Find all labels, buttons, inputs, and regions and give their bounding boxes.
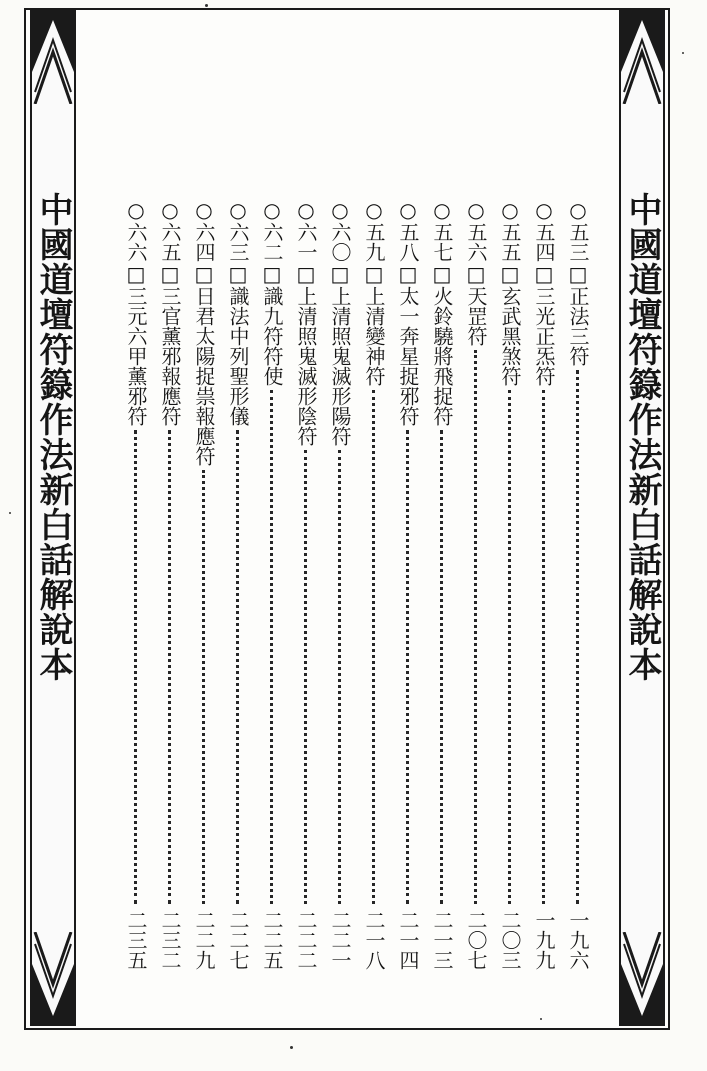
- toc-entry-title: ○五三□正法三符: [566, 198, 590, 366]
- toc-entry-title: ○六四□日君太陽捉祟報應符: [192, 198, 216, 466]
- toc-entry-title: ○六二□識九符符使: [260, 198, 284, 386]
- toc-entry[interactable]: [326, 198, 354, 970]
- strip-bottom-ornament: [32, 932, 74, 1024]
- toc-entry[interactable]: [156, 198, 184, 970]
- toc-entry-page: 二三五: [124, 910, 148, 970]
- toc-entry[interactable]: [122, 198, 150, 970]
- toc-dot-leader: [338, 450, 341, 904]
- toc-entry-page: 二二九: [192, 910, 216, 970]
- scan-speck: [9, 512, 11, 514]
- toc-entry[interactable]: [394, 198, 422, 970]
- scan-speck: [540, 1018, 542, 1020]
- toc-dot-leader: [134, 430, 137, 904]
- strip-top-ornament: [621, 12, 663, 104]
- toc-entry-title: ○五九□上清變神符: [362, 198, 386, 386]
- toc-entry-title: ○六一□上清照鬼滅形陰符: [294, 198, 318, 446]
- toc-entry-page: 二二二: [294, 910, 318, 970]
- toc-dot-leader: [474, 350, 477, 904]
- toc-entry-page: 二二一: [328, 910, 352, 970]
- toc-entry-page: 一九六: [566, 910, 590, 970]
- toc-entry-page: 二〇七: [464, 910, 488, 970]
- toc-entry-page: 二一四: [396, 910, 420, 970]
- toc-entry-page: 二一八: [362, 910, 386, 970]
- toc-dot-leader: [168, 430, 171, 904]
- toc-entry-title: ○五六□天罡符: [464, 198, 488, 346]
- book-title-right: 中國道壇符籙作法新白話解說本: [622, 192, 662, 682]
- toc-entry[interactable]: [292, 198, 320, 970]
- toc-dot-leader: [542, 390, 545, 904]
- toc-entry[interactable]: [190, 198, 218, 970]
- toc-dot-leader: [440, 430, 443, 904]
- toc-dot-leader: [406, 430, 409, 904]
- right-title-strip: [619, 10, 665, 1026]
- toc-entry-title: ○六三□識法中列聖形儀: [226, 198, 250, 426]
- toc-dot-leader: [270, 390, 273, 904]
- toc-entry-page: 二〇三: [498, 910, 522, 970]
- toc-entry-title: ○五四□三光正炁符: [532, 198, 556, 386]
- toc-dot-leader: [372, 390, 375, 904]
- toc-entry-page: 二三二: [158, 910, 182, 970]
- scan-speck: [682, 52, 684, 54]
- book-title-left: 中國道壇符籙作法新白話解說本: [33, 192, 73, 682]
- toc-entry-title: ○六五□三官薰邪報應符: [158, 198, 182, 426]
- toc-entry[interactable]: [564, 198, 592, 970]
- toc-dot-leader: [508, 390, 511, 904]
- toc-dot-leader: [202, 470, 205, 904]
- toc-entry-title: ○六六□三元六甲薰邪符: [124, 198, 148, 426]
- toc-dot-leader: [576, 370, 579, 904]
- toc-dot-leader: [236, 430, 239, 904]
- toc-entry[interactable]: [428, 198, 456, 970]
- toc-entry-page: 二二五: [260, 910, 284, 970]
- toc-entry-title: ○五五□玄武黑煞符: [498, 198, 522, 386]
- scan-speck: [290, 1046, 293, 1049]
- toc-entry-page: 一九九: [532, 910, 556, 970]
- toc-entry[interactable]: [360, 198, 388, 970]
- toc-entry-title: ○五八□太一奔星捉邪符: [396, 198, 420, 426]
- table-of-contents: [118, 198, 598, 978]
- toc-entry-title: ○五七□火鈴驍將飛捉符: [430, 198, 454, 426]
- toc-entry[interactable]: [530, 198, 558, 970]
- toc-entry[interactable]: [258, 198, 286, 970]
- toc-dot-leader: [304, 450, 307, 904]
- toc-entry[interactable]: [462, 198, 490, 970]
- toc-entry-page: 二一三: [430, 910, 454, 970]
- strip-bottom-ornament: [621, 932, 663, 1024]
- strip-top-ornament: [32, 12, 74, 104]
- scan-speck: [205, 4, 208, 7]
- toc-entry[interactable]: [496, 198, 524, 970]
- toc-entry-page: 二二七: [226, 910, 250, 970]
- toc-entry-title: ○六〇□上清照鬼滅形陽符: [328, 198, 352, 446]
- left-title-strip: [30, 10, 76, 1026]
- toc-entry[interactable]: [224, 198, 252, 970]
